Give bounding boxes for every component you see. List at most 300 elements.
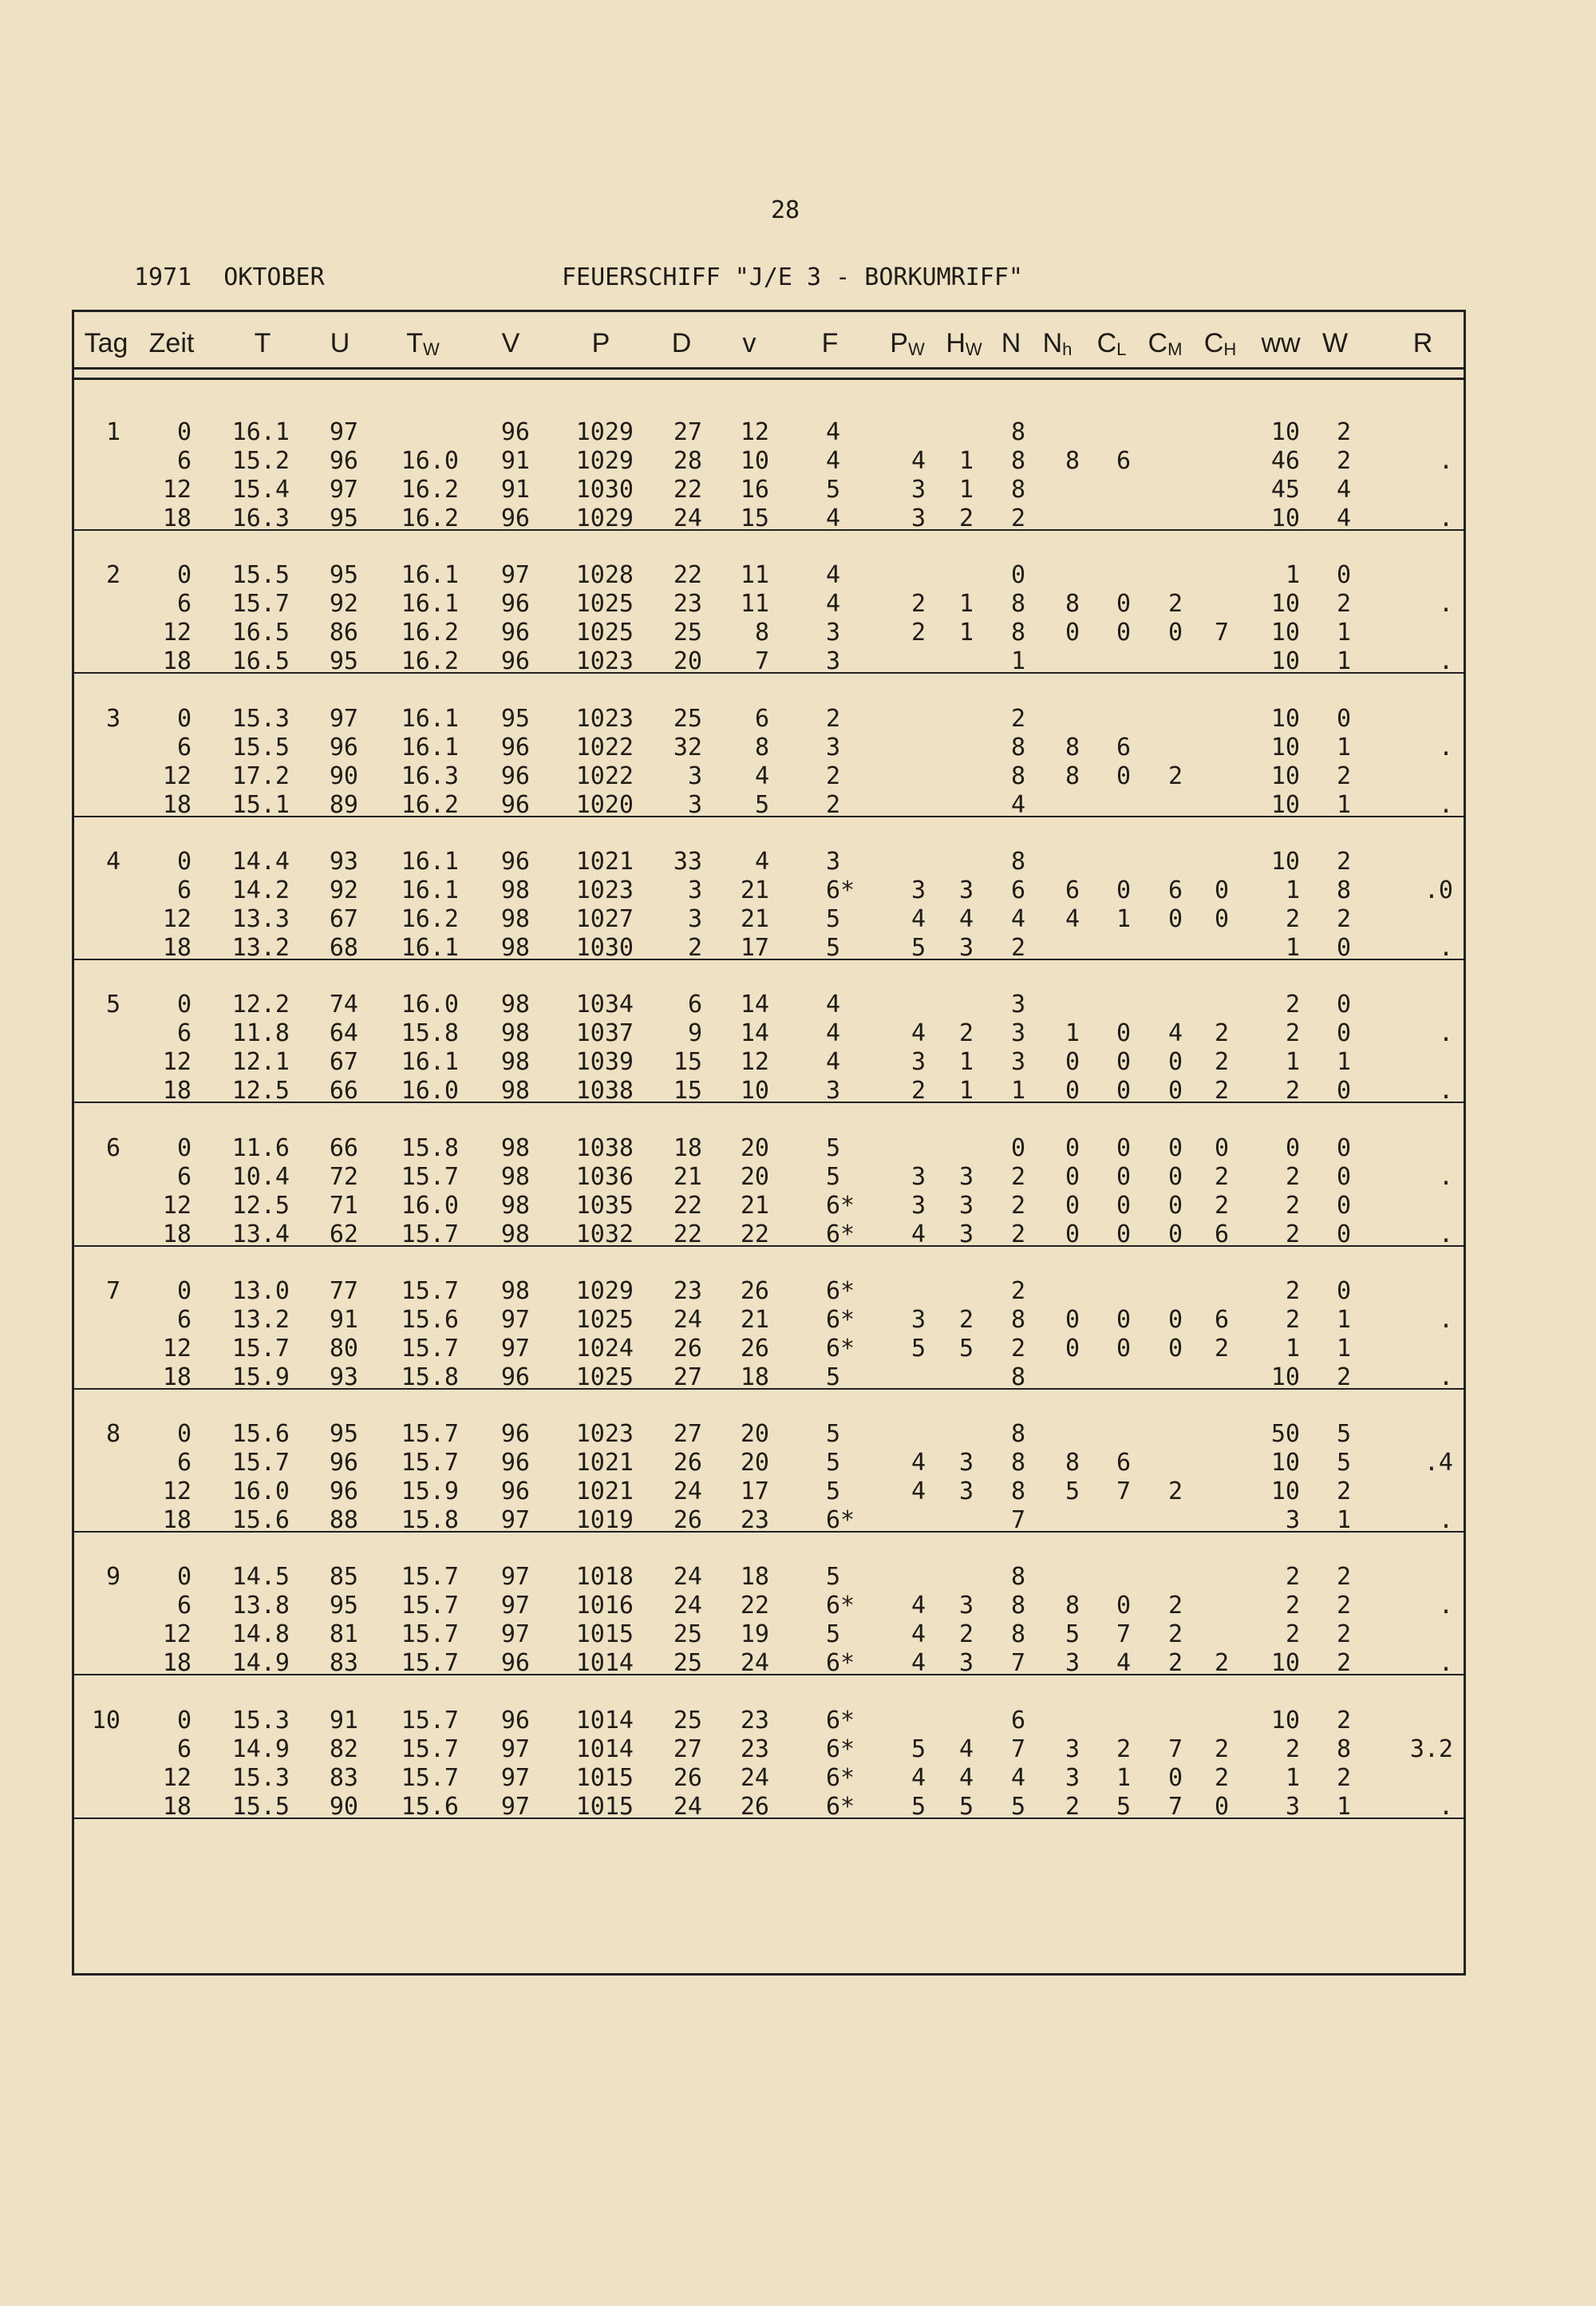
cell-vv: 97 [500,1792,530,1821]
cell-cm: 2 [1167,761,1183,790]
cell-u: 66 [329,1133,358,1162]
day-tag: 2 [105,561,120,590]
cell-nh: 3 [1065,1734,1080,1763]
cell-ww: 2 [1285,1077,1300,1106]
cell-v: 20 [740,1449,769,1477]
cell-d: 33 [673,847,702,876]
header-title: FEUERSCHIFF "J/E 3 - BORKUMRIFF" [562,263,1023,291]
cell-vv: 95 [500,704,530,733]
cell-ww: 10 [1270,1363,1300,1391]
column-header-label: N [1042,328,1063,358]
column-header-label: R [1412,328,1433,358]
cell-w: 1 [1336,647,1351,676]
cell-tw: 15.7 [401,1734,459,1763]
cell-f: 4 [826,590,841,619]
cell-hw: 1 [958,619,974,647]
cell-zeit: 18 [162,1363,192,1391]
cell-ww: 2 [1285,991,1300,1019]
cell-ww: 1 [1285,1334,1300,1363]
cell-r: . [1438,1220,1453,1248]
cell-u: 62 [329,1220,358,1248]
cell-vv: 96 [500,761,530,790]
cell-w: 2 [1336,847,1351,876]
cell-ww: 10 [1270,847,1300,876]
cell-r: . [1438,647,1453,676]
cell-f: 6* [826,1191,855,1220]
cell-tw: 15.8 [401,1019,459,1048]
cell-ch: 2 [1214,1649,1229,1678]
cell-p: 1023 [575,876,634,904]
cell-nh: 0 [1065,1305,1080,1334]
cell-u: 96 [329,733,358,761]
cell-u: 67 [329,904,358,933]
cell-d: 26 [673,1763,702,1792]
cell-r: . [1438,1162,1453,1191]
column-header-zeit [149,328,195,359]
cell-ww: 10 [1270,733,1300,761]
cell-p: 1035 [575,1191,634,1220]
column-header-label: v [742,328,757,358]
column-header-label: W [1321,328,1349,358]
cell-n: 7 [1010,1734,1025,1763]
cell-t: 15.5 [231,733,290,761]
cell-zeit: 18 [162,647,192,676]
cell-hw: 1 [958,447,974,475]
header-year: 1971 [134,263,192,291]
cell-tw: 16.0 [401,991,459,1019]
cell-u: 88 [329,1506,358,1535]
cell-r: . [1438,1649,1453,1678]
cell-p: 1029 [575,1276,634,1305]
cell-ww: 10 [1270,647,1300,676]
cell-f: 6* [826,1649,855,1678]
cell-v: 20 [740,1133,769,1162]
cell-pw: 3 [911,1305,926,1334]
cell-n: 4 [1010,1763,1025,1792]
cell-p: 1014 [575,1734,634,1763]
table-rule [74,378,1464,380]
column-header-d [672,328,692,359]
cell-cm: 4 [1167,1019,1183,1048]
table-rule [74,816,1464,817]
cell-u: 66 [329,1077,358,1106]
cell-p: 1015 [575,1763,634,1792]
cell-vv: 96 [500,504,530,532]
cell-f: 6* [826,1334,855,1363]
cell-d: 3 [687,761,702,790]
cell-v: 26 [740,1276,769,1305]
cell-ww: 10 [1270,761,1300,790]
cell-u: 95 [329,561,358,590]
cell-f: 6* [826,876,855,904]
cell-zeit: 6 [176,733,192,761]
cell-u: 96 [329,1477,358,1506]
cell-pw: 5 [911,1792,926,1821]
cell-ww: 2 [1285,1620,1300,1649]
cell-p: 1015 [575,1792,634,1821]
cell-w: 1 [1336,790,1351,819]
cell-nh: 0 [1065,1334,1080,1363]
cell-tw: 16.3 [401,761,459,790]
cell-vv: 91 [500,447,530,475]
cell-ww: 3 [1285,1792,1300,1821]
cell-t: 12.2 [231,991,290,1019]
cell-n: 8 [1010,847,1025,876]
cell-nh: 0 [1065,1191,1080,1220]
cell-ww: 10 [1270,1477,1300,1506]
cell-p: 1023 [575,1420,634,1449]
cell-tw: 15.8 [401,1506,459,1535]
column-header-label: H [946,328,966,358]
cell-u: 95 [329,1592,358,1620]
cell-hw: 2 [958,1620,974,1649]
cell-ch: 2 [1214,1191,1229,1220]
cell-cl: 2 [1116,1734,1131,1763]
cell-p: 1018 [575,1563,634,1592]
cell-p: 1038 [575,1077,634,1106]
cell-hw: 3 [958,1449,974,1477]
cell-u: 64 [329,1019,358,1048]
cell-w: 2 [1336,761,1351,790]
cell-n: 2 [1010,704,1025,733]
cell-d: 27 [673,1363,702,1391]
cell-p: 1029 [575,447,634,475]
cell-d: 26 [673,1506,702,1535]
column-header-n [1001,328,1021,359]
cell-hw: 2 [958,1019,974,1048]
cell-w: 2 [1336,1363,1351,1391]
cell-f: 4 [826,1019,841,1048]
column-header-subscript: L [1116,339,1127,359]
cell-vv: 96 [500,647,530,676]
cell-p: 1027 [575,904,634,933]
cell-tw: 16.0 [401,447,459,475]
cell-tw: 16.2 [401,619,459,647]
cell-v: 17 [740,1477,769,1506]
cell-hw: 1 [958,590,974,619]
cell-v: 14 [740,1019,769,1048]
cell-p: 1037 [575,1019,634,1048]
cell-f: 4 [826,418,841,446]
cell-pw: 2 [911,1077,926,1106]
cell-tw: 15.6 [401,1792,459,1821]
cell-u: 97 [329,476,358,504]
cell-n: 2 [1010,1162,1025,1191]
cell-nh: 4 [1065,904,1080,933]
cell-vv: 98 [500,1019,530,1048]
table-rule [74,959,1464,960]
cell-p: 1019 [575,1506,634,1535]
header-date [134,263,325,291]
cell-pw: 4 [911,1220,926,1248]
cell-n: 2 [1010,1191,1025,1220]
cell-v: 24 [740,1649,769,1678]
cell-ww: 46 [1270,447,1300,475]
cell-f: 4 [826,1048,841,1077]
cell-cl: 1 [1116,1763,1131,1792]
cell-hw: 1 [958,476,974,504]
cell-tw: 15.7 [401,1620,459,1649]
cell-vv: 97 [500,1734,530,1763]
cell-f: 2 [826,704,841,733]
cell-cm: 0 [1167,619,1183,647]
cell-r: . [1438,1792,1453,1821]
cell-t: 16.3 [231,504,290,532]
cell-w: 4 [1336,476,1351,504]
cell-r: . [1438,933,1453,962]
cell-cl: 1 [1116,904,1131,933]
cell-n: 4 [1010,904,1025,933]
cell-pw: 5 [911,933,926,962]
cell-w: 0 [1336,1162,1351,1191]
cell-v: 21 [740,876,769,904]
cell-f: 6* [826,1220,855,1248]
cell-t: 12.1 [231,1048,290,1077]
cell-cm: 0 [1167,1048,1183,1077]
cell-cm: 0 [1167,1077,1183,1106]
cell-f: 6* [826,1506,855,1535]
cell-v: 23 [740,1506,769,1535]
cell-zeit: 0 [176,1563,192,1592]
cell-pw: 4 [911,1763,926,1792]
cell-zeit: 18 [162,1649,192,1678]
cell-v: 17 [740,933,769,962]
column-header-subscript: W [423,339,440,359]
cell-v: 8 [754,733,769,761]
cell-u: 72 [329,1162,358,1191]
cell-t: 12.5 [231,1077,290,1106]
cell-pw: 3 [911,1191,926,1220]
cell-d: 28 [673,447,702,475]
cell-w: 8 [1336,1734,1351,1763]
cell-t: 15.9 [231,1363,290,1391]
cell-pw: 4 [911,1019,926,1048]
cell-p: 1023 [575,704,634,733]
cell-nh: 5 [1065,1620,1080,1649]
cell-w: 1 [1336,1506,1351,1535]
cell-n: 2 [1010,1276,1025,1305]
column-header-label: Tag [84,328,128,358]
cell-zeit: 18 [162,1077,192,1106]
cell-vv: 98 [500,1220,530,1248]
column-header-subscript: h [1062,339,1073,359]
cell-d: 9 [687,1019,702,1048]
cell-d: 25 [673,1620,702,1649]
cell-ww: 1 [1285,876,1300,904]
cell-cl: 0 [1116,1305,1131,1334]
cell-v: 19 [740,1620,769,1649]
cell-r: . [1438,733,1453,761]
cell-tw: 15.9 [401,1477,459,1506]
cell-d: 2 [687,933,702,962]
cell-f: 6* [826,1276,855,1305]
cell-ch: 0 [1214,1792,1229,1821]
cell-v: 18 [740,1363,769,1391]
cell-nh: 0 [1065,619,1080,647]
cell-t: 14.5 [231,1563,290,1592]
weather-table [72,310,1466,1976]
cell-zeit: 12 [162,1048,192,1077]
cell-d: 3 [687,904,702,933]
cell-n: 6 [1010,876,1025,904]
cell-tw: 16.1 [401,1048,459,1077]
cell-w: 2 [1336,418,1351,446]
cell-ww: 0 [1285,1133,1300,1162]
cell-n: 2 [1010,933,1025,962]
day-tag: 3 [105,704,120,733]
cell-vv: 98 [500,1077,530,1106]
cell-vv: 98 [500,991,530,1019]
cell-u: 89 [329,790,358,819]
cell-hw: 5 [958,1792,974,1821]
cell-nh: 0 [1065,1133,1080,1162]
cell-pw: 3 [911,476,926,504]
cell-ch: 2 [1214,1048,1229,1077]
cell-t: 15.6 [231,1420,290,1449]
cell-tw: 15.6 [401,1305,459,1334]
cell-d: 27 [673,1734,702,1763]
cell-cm: 0 [1167,1162,1183,1191]
column-header-nh [1043,328,1073,360]
cell-nh: 5 [1065,1477,1080,1506]
cell-w: 1 [1336,1305,1351,1334]
cell-tw: 15.7 [401,1220,459,1248]
cell-zeit: 0 [176,1706,192,1734]
cell-r: . [1438,590,1453,619]
cell-v: 21 [740,904,769,933]
cell-ww: 2 [1285,1276,1300,1305]
cell-w: 2 [1336,1477,1351,1506]
cell-tw: 15.7 [401,1276,459,1305]
cell-w: 4 [1336,504,1351,532]
cell-u: 91 [329,1706,358,1734]
cell-hw: 1 [958,1077,974,1106]
cell-n: 8 [1010,1477,1025,1506]
cell-cm: 2 [1167,1620,1183,1649]
column-header-label: P [890,328,908,358]
cell-t: 17.2 [231,761,290,790]
cell-ww: 1 [1285,933,1300,962]
cell-n: 8 [1010,1592,1025,1620]
cell-vv: 97 [500,1305,530,1334]
cell-cm: 0 [1167,1220,1183,1248]
page-number: 28 [771,196,800,224]
cell-u: 67 [329,1048,358,1077]
cell-vv: 96 [500,1449,530,1477]
cell-v: 14 [740,991,769,1019]
cell-ch: 6 [1214,1220,1229,1248]
cell-t: 16.5 [231,619,290,647]
column-header-label: Zeit [148,328,195,358]
cell-p: 1016 [575,1592,634,1620]
table-header-row [74,312,1464,370]
cell-v: 21 [740,1305,769,1334]
cell-w: 8 [1336,876,1351,904]
cell-p: 1025 [575,1363,634,1391]
cell-vv: 98 [500,1162,530,1191]
cell-t: 14.9 [231,1734,290,1763]
cell-d: 24 [673,1305,702,1334]
cell-tw: 16.2 [401,790,459,819]
cell-p: 1029 [575,418,634,446]
cell-n: 1 [1010,647,1025,676]
cell-ww: 2 [1285,1563,1300,1592]
cell-pw: 5 [911,1734,926,1763]
cell-ww: 10 [1270,790,1300,819]
cell-r: . [1438,1506,1453,1535]
cell-pw: 2 [911,590,926,619]
cell-w: 0 [1336,1276,1351,1305]
cell-w: 2 [1336,1592,1351,1620]
cell-p: 1015 [575,1620,634,1649]
cell-r: . [1438,447,1453,475]
cell-hw: 3 [958,1220,974,1248]
cell-nh: 0 [1065,1048,1080,1077]
cell-f: 3 [826,619,841,647]
column-header-label: T [254,328,271,358]
column-header-subscript: W [965,339,982,359]
cell-d: 22 [673,561,702,590]
cell-zeit: 18 [162,933,192,962]
cell-f: 5 [826,904,841,933]
cell-v: 8 [754,619,769,647]
column-header-subscript: H [1223,339,1237,359]
cell-p: 1014 [575,1706,634,1734]
cell-cl: 7 [1116,1477,1131,1506]
cell-cm: 2 [1167,1649,1183,1678]
cell-nh: 8 [1065,1449,1080,1477]
cell-w: 2 [1336,590,1351,619]
cell-w: 0 [1336,933,1351,962]
cell-tw: 15.7 [401,1592,459,1620]
cell-t: 13.3 [231,904,290,933]
cell-vv: 97 [500,1620,530,1649]
table-rule [74,367,1464,370]
cell-r: .4 [1424,1449,1453,1477]
cell-tw: 16.1 [401,876,459,904]
cell-cm: 6 [1167,876,1183,904]
column-header-label: V [501,328,520,358]
cell-t: 15.7 [231,1449,290,1477]
cell-w: 2 [1336,1706,1351,1734]
cell-p: 1039 [575,1048,634,1077]
cell-ch: 0 [1214,876,1229,904]
cell-tw: 15.8 [401,1363,459,1391]
cell-nh: 0 [1065,1162,1080,1191]
cell-ww: 2 [1285,1191,1300,1220]
cell-cl: 4 [1116,1649,1131,1678]
cell-t: 15.7 [231,1334,290,1363]
cell-d: 15 [673,1048,702,1077]
cell-t: 16.5 [231,647,290,676]
cell-cm: 7 [1167,1734,1183,1763]
cell-n: 8 [1010,418,1025,446]
cell-tw: 16.0 [401,1191,459,1220]
cell-pw: 3 [911,1048,926,1077]
cell-cl: 7 [1116,1620,1131,1649]
cell-w: 2 [1336,904,1351,933]
cell-t: 10.4 [231,1162,290,1191]
cell-vv: 96 [500,1649,530,1678]
cell-vv: 91 [500,476,530,504]
cell-hw: 5 [958,1334,974,1363]
cell-n: 8 [1010,476,1025,504]
cell-v: 5 [754,790,769,819]
cell-ww: 10 [1270,504,1300,532]
cell-u: 90 [329,761,358,790]
table-rule [74,1531,1464,1533]
cell-t: 16.1 [231,418,290,446]
